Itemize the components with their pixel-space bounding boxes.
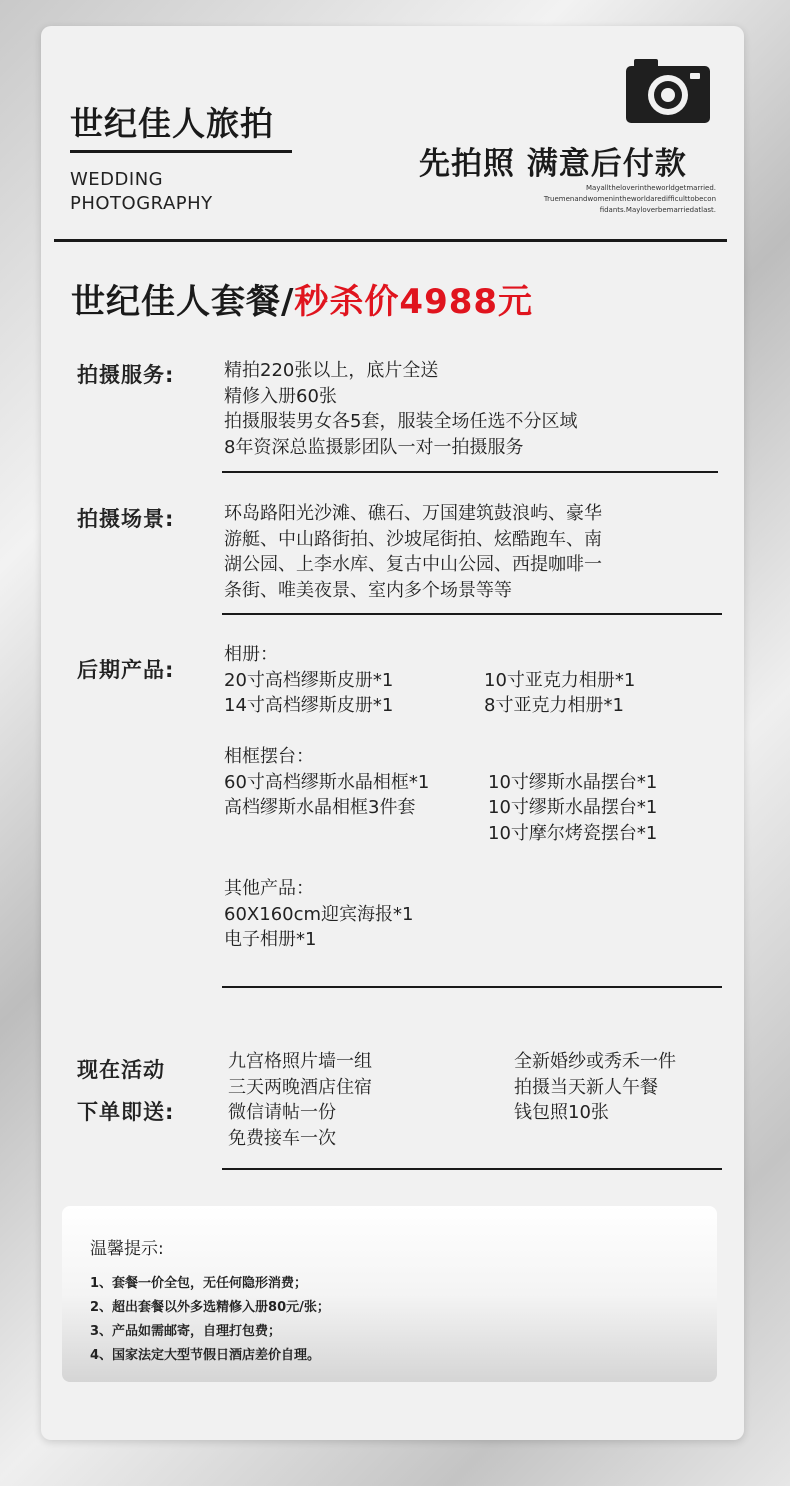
frames-block (224, 744, 429, 821)
list-item: 60寸高档缪斯水晶相框*1 (224, 771, 430, 793)
frames-right (488, 770, 657, 847)
list-item: 1、套餐一价全包，无任何隐形消费； (90, 1276, 308, 1291)
tagline-line: Truemenandwomenintheworldaredifficulttobecon (543, 195, 716, 203)
package-name: 世纪佳人套餐/ (71, 282, 295, 322)
notice-box (62, 1206, 717, 1382)
notice-list (90, 1272, 330, 1368)
list-item: 8年资深总监摄影团队一对一拍摄服务 (224, 436, 524, 458)
others-heading: 其他产品： (224, 878, 314, 899)
others-block (224, 876, 413, 953)
section-divider (222, 613, 722, 615)
scenes-label: 拍摄场景: (77, 507, 175, 531)
list-item: 10寸缪斯水晶摆台*1 (488, 771, 658, 793)
list-item: 拍摄服装男女各5套，服装全场任选不分区域 (224, 411, 578, 432)
list-item: 湖公园、上李水库、复古中山公园、西提咖啡一 (224, 554, 602, 575)
brand-subtitle (70, 168, 213, 216)
frames-heading: 相框摆台： (224, 746, 314, 767)
list-item: 全新婚纱或秀禾一件 (514, 1051, 676, 1072)
list-item: 4、国家法定大型节假日酒店差价自理。 (90, 1348, 321, 1363)
slogan: 先拍照 满意后付款 (419, 146, 687, 182)
promo-label-line: 下单即送: (77, 1100, 175, 1124)
scenes-list (224, 501, 602, 603)
brand-divider (70, 150, 292, 153)
list-item: 三天两晚酒店住宿 (228, 1076, 372, 1098)
package-title (71, 274, 533, 323)
list-item: 10寸缪斯水晶摆台*1 (488, 797, 658, 818)
notice-title: 温馨提示: (90, 1239, 164, 1259)
list-item: 精拍220张以上，底片全送 (224, 360, 439, 381)
albums-block (224, 642, 393, 719)
products-label: 后期产品: (77, 658, 175, 682)
tagline-line: Mayalltheloverintheworldgetmarried. (586, 184, 716, 192)
list-item: 高档缪斯水晶相框3件套 (224, 797, 416, 818)
services-label: 拍摄服务: (77, 363, 175, 387)
list-item: 条街、唯美夜景、室内多个场景等等 (224, 579, 512, 601)
section-divider (222, 471, 718, 473)
list-item: 10寸亚克力相册*1 (484, 669, 636, 691)
list-item: 环岛路阳光沙滩、礁石、万国建筑鼓浪屿、豪华 (224, 503, 602, 524)
list-item: 游艇、中山路街拍、沙坡尾街拍、炫酷跑车、南 (224, 528, 602, 550)
list-item: 免费接车一次 (228, 1127, 336, 1149)
promo-left (228, 1049, 372, 1151)
list-item: 2、超出套餐以外多选精修入册80元/张； (90, 1300, 330, 1315)
section-divider (222, 1168, 722, 1170)
brand-title: 世纪佳人旅拍 (70, 104, 274, 143)
tagline (476, 183, 716, 216)
promo-label-line: 现在活动 (77, 1058, 165, 1082)
package-price: 秒杀价4988元 (294, 282, 534, 322)
albums-right (484, 668, 635, 719)
services-list (224, 358, 577, 460)
promo-right (514, 1049, 676, 1126)
header-divider (54, 239, 727, 242)
albums-heading: 相册： (224, 644, 278, 665)
list-item: 拍摄当天新人午餐 (514, 1076, 658, 1098)
list-item: 60X160cm迎宾海报*1 (224, 903, 414, 925)
list-item: 精修入册60张 (224, 385, 337, 407)
list-item: 10寸摩尔烤瓷摆台*1 (488, 822, 658, 844)
package-card (41, 26, 744, 1440)
list-item: 九宫格照片墙一组 (228, 1051, 372, 1072)
list-item: 3、产品如需邮寄，自理打包费； (90, 1324, 282, 1339)
camera-icon (626, 59, 710, 123)
promo-label (77, 1049, 174, 1133)
list-item: 8寸亚克力相册*1 (484, 695, 624, 716)
list-item: 钱包照10张 (514, 1102, 609, 1123)
list-item: 电子相册*1 (224, 929, 317, 950)
list-item: 14寸高档缪斯皮册*1 (224, 695, 394, 716)
section-divider (222, 986, 722, 988)
brand-subtitle-line: PHOTOGRAPHY (70, 193, 213, 214)
list-item: 微信请帖一份 (228, 1102, 336, 1123)
brand-subtitle-line: WEDDING (70, 169, 164, 190)
tagline-line: fidants.Mayloverbemarriedatlast. (599, 206, 716, 214)
list-item: 20寸高档缪斯皮册*1 (224, 669, 394, 691)
